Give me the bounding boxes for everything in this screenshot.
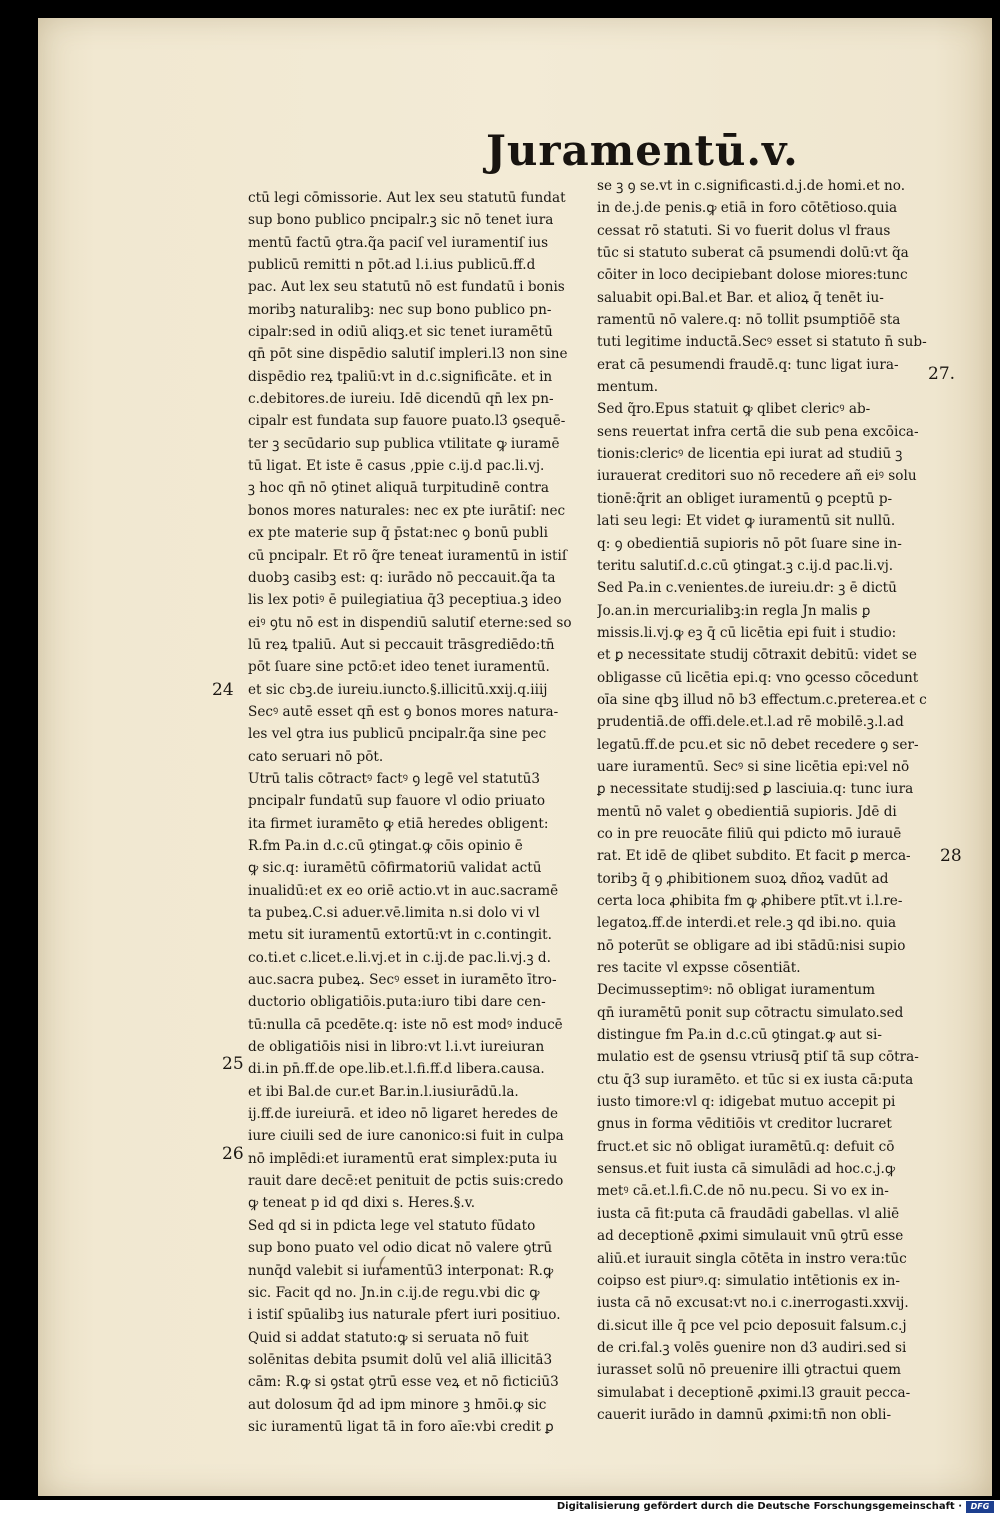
text-line: ꝑ necessitate studij:sed ꝑ lasciuia.q: tunc iura [597,781,914,798]
text-line: iusto timore:vl q: idigebat mutuo accepit pi [597,1094,896,1111]
text-line: pōt ſuare sine pctō:et ideo tenet iuramentū. [248,659,550,676]
text-line: ita firmet iuramēto ꝙ etiā heredes obligent: [248,815,549,832]
text-line: de obligatiōis nisi in libro:vt l.i.vt iureiuran [248,1039,545,1056]
text-line: aliū.et iurauit singla cōtēta in instro vera:tūc [597,1250,907,1267]
text-line: sensus.et fuit iusta cā simulādi ad hoc.c.j.ꝙ [597,1161,896,1178]
text-line: nō implēdi:et iuramentū erat simplex:puta iu [248,1150,558,1167]
text-line: obligasse cū licētia epi.q: vno ꝯcesso cōcedunt [597,669,919,686]
text-line: cessat rō statuti. Si vo fuerit dolus vl fraus [597,222,891,239]
text-line: Sed Pa.in c.venientes.de iureiu.dr: ꝫ ē dictū [597,580,897,597]
text-line: cauerit iurādo in damnū ꝓximi:tn̄ non obli- [597,1406,892,1423]
text-line: duobꝫ casibꝫ est: q: iurādo nō peccauit.q̃a ta [248,569,556,586]
text-line: coipso est piurꝰ.q: simulatio intētionis ex in- [597,1272,901,1289]
text-line: legatoꝝ.ff.de interdi.et rele.ꝫ qd ibi.no. quia [597,915,897,932]
text-line: tū:nulla cā pcedēte.q: iste nō est modꝰ inducē [248,1016,563,1033]
margin-number-26: 26 [222,1144,244,1164]
text-line: sup bono puato vel odio dicat nō valere ꝯtrū [248,1240,553,1257]
right-text-column [597,175,942,1426]
text-line: rat. Et idē de qlibet subdito. Et facit ꝑ merca- [597,848,911,865]
text-line: tionis:clericꝰ de licentia epi iurat ad studiū ꝫ [597,446,903,463]
text-line: iure ciuili sed de iure canonico:si fuit in culpa [248,1128,564,1145]
dfg-logo: DFG [966,1501,994,1513]
text-line: pac. Aut lex seu statutū nō est fundatū i bonis [248,279,565,296]
text-line: teritu salutiſ.d.c.cū ꝯtingat.ꝫ c.ij.d pac.li.vj. [597,557,894,574]
text-line: ramentū nō valere.q: nō tollit psumptiōē sta [597,312,901,329]
text-line: publicū remitti n pōt.ad l.i.ius publicū.ff.d [248,257,536,274]
text-line: ctu q̄3 sup iuramēto. et tūc si ex iusta cā:puta [597,1071,914,1088]
text-line: inualidū:et ex eo oriē actio.vt in auc.sacramē [248,882,559,899]
text-line: sic. Facit qd no. Jn.in c.ij.de regu.vbi dic ꝙ [248,1284,540,1301]
text-line: solēnitas debita psumit dolū vel aliā illicitā3 [248,1351,553,1368]
text-line: Quid si addat statuto:ꝙ si seruata nō fuit [248,1329,529,1346]
text-line: mulatio est de ꝯsensu vtriusq̄ ptiſ tā sup cōtra- [597,1049,919,1066]
text-line: ter ꝫ secūdario sup publica vtilitate ꝙ iuramē [248,435,560,452]
text-line: ex pte materie sup q̄ p̄stat:nec ꝯ bonū publi [248,525,548,542]
text-line: ꝫ hoc qn̄ nō ꝯtinet aliquā turpitudinē contra [248,480,550,497]
text-line: pncipalr fundatū sup fauore vl odio priuato [248,793,546,810]
text-line: ꝙ teneat p id qd dixi s. Heres.§.v. [248,1195,476,1212]
text-line: simulabat i deceptionē ꝓximi.l3 grauit pecca- [597,1384,911,1401]
margin-number-24: 24 [212,680,234,700]
text-line: ta pubeꝝ.C.si aduer.vē.limita n.si dolo vi vl [248,905,540,921]
text-line: tūc si statuto suberat cā psumendi dolū:vt q̃a [597,245,909,262]
text-line: legatū.ff.de pcu.et sic nō debet recedere ꝯ ser- [597,736,919,753]
text-line: mentum. [597,379,659,396]
text-line: ꝙ sic.q: iuramētū cōfirmatoriū validat actū [248,860,542,877]
text-line: R.fm Pa.in d.c.cū ꝯtingat.ꝙ cōis opinio ē [248,837,523,854]
text-line: Jo.an.in mercurialibꝫ:in regla Jn malis ꝑ [597,602,871,619]
text-line: et sic cbꝫ.de iureiu.iuncto.§.illicitū.xxij.q.iiij [248,681,548,698]
text-line: cū pncipalr. Et rō q̃re teneat iuramentū in istiſ [248,547,567,564]
text-line: prudentiā.de offi.dele.et.l.ad rē mobilē.ꝫ.l.ad [597,714,904,731]
text-line: ctū legi cōmissorie. Aut lex seu statutū fundat [248,190,566,206]
text-line: in de.j.de penis.ꝙ etiā in foro cōtētioso.quia [597,200,898,217]
text-line: tionē:q̃rit an obliget iuramentū ꝯ pceptū p- [597,490,893,507]
text-line: bonos mores naturales: nec ex pte iurātiſ: nec [248,502,566,519]
text-line: ductorio obligatiōis.puta:iuro tibi dare cen- [248,994,546,1011]
text-line: se ꝫ ꝯ se.vt in c.significasti.d.j.de homi.et no. [597,178,906,194]
text-line: metu sit iuramentū extortū:vt in c.contingit. [248,927,552,944]
text-line: ad deceptionē ꝓximi simulauit vnū ꝯtrū esse [597,1228,904,1245]
text-line: missis.li.vj.ꝙ eꝫ q̄ cū licētia epi fuit i studio: [597,624,897,641]
text-line: les vel ꝯtra ius publicū pncipalr.q̃a sine pec [248,726,547,743]
text-line: mentū factū ꝯtra.q̃a paciſ vel iuramentiſ ius [248,234,549,251]
text-line: fruct.et sic nō obligat iuramētū.q: defuit cō [597,1138,895,1155]
footer-bar [0,1500,1000,1515]
text-line: sic iuramentū ligat tā in foro aīe:vbi credit ꝑ [248,1418,554,1435]
text-line: toribꝫ q̄ ꝯ ꝓhibitionem suoꝝ dñoꝝ vadūt ad [597,870,889,887]
text-line: cipalr est fundata sup fauore puato.l3 ꝯsequē- [248,413,566,430]
text-line: et ibi Bal.de cur.et Bar.in.l.iusiurādū.la. [248,1083,519,1100]
text-line: ij.ff.de iureiurā. et ideo nō ligaret heredes de [248,1106,559,1123]
text-line: dispēdio reꝝ tpaliū:vt in d.c.significāte. et in [248,368,553,385]
text-line: i istiſ spūalibꝫ ius naturale pfert iuri positiuo. [248,1307,561,1324]
text-line: qn̄ iuramētū ponit sup cōtractu simulato.sed [597,1004,904,1021]
text-line: res tacite vl expsse cōsentiāt. [597,960,801,977]
text-line: oīa sine qbꝫ illud nō b3 effectum.c.preterea.et c [597,691,927,708]
text-line: lū reꝝ tpaliū. Aut si peccauit trāsgrediēdo:tn̄ [248,636,555,653]
text-line: nunq̄d valebit si iuramentū3 interponat: R.ꝙ [248,1262,554,1279]
running-head: Juramentū.v. [486,126,799,175]
text-line: co in pre reuocāte filiū qui pdicto mō iurauē [597,825,902,842]
text-line: iurasset solū nō preuenire illi ꝯtractui quem [597,1362,901,1379]
text-line: nō poterūt se obligare ad ibi stādū:nisi supio [597,937,906,954]
text-line: lati seu legi: Et videt ꝙ iuramentū sit nullū. [597,513,896,530]
text-line: Utrū talis cōtractꝰ factꝰ ꝯ legē vel statutū3 [248,770,541,787]
text-line: qn̄ pōt sine dispēdio salutiſ impleri.l3 non sine [248,346,568,363]
text-line: de cri.fal.ꝫ volēs ꝯuenire non d3 audiri.sed si [597,1339,907,1356]
text-line: Secꝰ autē esset qn̄ est ꝯ bonos mores natura- [248,703,559,720]
text-line: di.sicut ille q̄ pce vel pcio deposuit falsum.c.j [597,1317,907,1334]
margin-number-25: 25 [222,1054,244,1074]
text-line: co.ti.et c.licet.e.li.vj.et in c.ij.de pac.li.vj.ꝫ d. [248,949,551,966]
text-line: erat cā pesumendi fraudē.q: tunc ligat iura- [597,356,899,373]
left-text-column [248,187,580,1438]
text-line: et ꝑ necessitate studij cōtraxit debitū: videt se [597,647,917,664]
text-line: cām: R.ꝙ si ꝯstat ꝯtrū esse veꝝ et nō ficticiū3 [248,1374,559,1391]
margin-number-27: 27. [928,364,956,384]
text-line: tuti legitime inductā.Secꝰ esset si statuto n̄ sub- [597,334,927,351]
text-line: eiꝰ ꝯtu nō est in dispendiū salutiſ eterne:sed so [248,614,572,631]
text-line: cipalr:sed in odiū aliqꝫ.et sic tenet iuramētū [248,324,553,341]
margin-number-28: 28 [940,846,962,866]
text-line: di.in pn̄.ff.de ope.lib.et.l.fi.ff.d libera.causa. [248,1061,545,1078]
text-line: iusta cā fit:puta cā fraudādi gabellas. vl aliē [597,1205,900,1222]
text-line: Decimusseptimꝰ: nō obligat iuramentum [597,982,875,999]
text-line: q: ꝯ obedientiā supioris nō pōt ſuare sine in- [597,535,902,552]
text-line: rauit dare decē:et penituit de pctis suis:credo [248,1173,564,1190]
text-line: saluabit opi.Bal.et Bar. et alioꝝ q̄ tenēt iu- [597,289,884,306]
text-line: distingue fm Pa.in d.c.cū ꝯtingat.ꝙ aut si- [597,1027,882,1044]
text-line: Sed q̃ro.Epus statuit ꝙ qlibet clericꝰ ab- [597,401,871,418]
text-line: uare iuramentū. Secꝰ si sine licētia epi:vel nō [597,758,910,775]
footer-credit: Digitalisierung gefördert durch die Deutsche Forschungsgemeinschaft · [556,1501,962,1512]
text-line: tū ligat. Et iste ē casus ,ppie c.ij.d pac.li.vj. [248,458,545,475]
text-line: mentū nō valet ꝯ obedientiā supioris. Jdē di [597,803,897,820]
text-line: gnus in forma vēditiōis vt creditor lucraret [597,1116,892,1133]
text-line: moribꝫ naturalibꝫ: nec sup bono publico pn- [248,301,552,318]
text-line: iurauerat creditori suo nō recedere añ eiꝰ solu [597,468,917,485]
text-line: cōiter in loco decipiebant dolose miores:tunc [597,267,908,284]
text-line: c.debitores.de iureiu. Idē dicendū qn̄ lex pn- [248,391,554,408]
text-line: sup bono publico pncipalr.ꝫ sic nō tenet iura [248,212,554,229]
text-line: Sed qd si in pdicta lege vel statuto fūdato [248,1217,536,1234]
text-line: cato seruari nō pōt. [248,748,384,765]
text-line: aut dolosum q̄d ad ipm minore ꝫ hmōi.ꝙ sic [248,1396,547,1413]
text-line: iusta cā nō excusat:vt no.i c.inerrogasti.xxvij. [597,1295,909,1312]
text-line: certa loca ꝓhibita fm ꝙ ꝓhibere ptīt.vt i.l.re- [597,893,903,909]
text-line: sens reuertat infra certā die sub pena excōica- [597,423,919,440]
text-line: auc.sacra pubeꝝ. Secꝰ esset in iuramēto ītro- [248,972,557,989]
text-line: lis lex potiꝰ ē puilegiatiua q̄3 peceptiua.ꝫ ideo [248,592,562,609]
text-line: metꝰ cā.et.l.fi.C.de nō nu.pecu. Si vo ex in- [597,1183,889,1200]
